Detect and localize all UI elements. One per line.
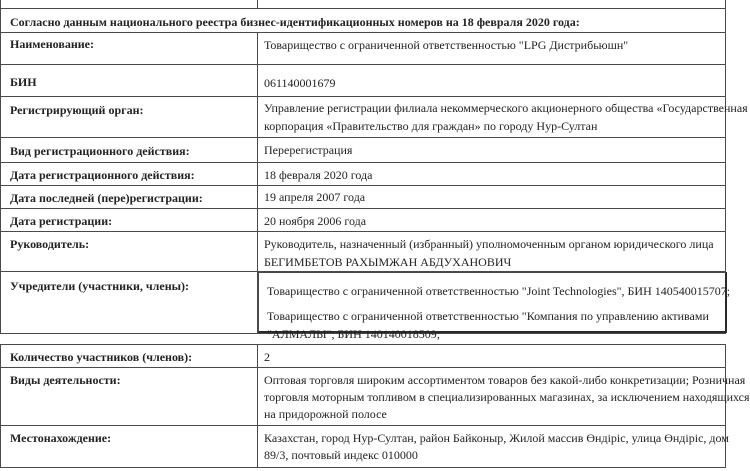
location-label: Местонахождение: (1, 426, 258, 467)
head-value: Руководитель, назначенный (избранный) уполномоченным органом юридического лица БЕГИМБЕТОВ РАХЫМЖАН АБДУХАНОВИЧ (264, 237, 714, 269)
table-row (0, 368, 750, 426)
name-label: Наименование: (1, 33, 258, 64)
registry-header: Согласно данным национального реестра бизнес-идентификационных номеров на 18 февраля 2020 года: (10, 15, 580, 29)
table-row (0, 65, 726, 97)
reg-date-value: 20 ноября 2006 года (264, 214, 367, 228)
table-row (0, 209, 726, 232)
reg-authority-label: Регистрирующий орган: (1, 97, 258, 137)
founder-item: Товарищество с ограниченной ответственностью "Компания по управлению активами (267, 309, 709, 323)
members-count-value: 2 (264, 350, 270, 364)
table-header-row (0, 8, 726, 33)
last-rereg-label: Дата последней (пере)регистрации: (1, 186, 258, 208)
head-label: Руководитель: (1, 232, 258, 271)
reg-date-label: Дата регистрации: (1, 209, 258, 231)
table-row (0, 272, 731, 341)
founders-label: Учредители (участники, члены): (1, 272, 258, 333)
table-row (0, 163, 726, 186)
table-row (0, 232, 726, 272)
founder-item: Товарищество с ограниченной ответственностью "Joint Technologies", БИН 140540015707; (267, 284, 731, 298)
reg-action-value: Перерегистрация (264, 143, 353, 157)
activities-label: Виды деятельности: (1, 368, 258, 425)
bin-value: 061140001679 (264, 76, 336, 90)
reg-authority-value: Управление регистрации филиала некоммерческого акционерного общества «Государственная корпорация «Правительство для граждан» по городу Нур-Султан (264, 101, 748, 133)
table-row (0, 186, 726, 209)
table-top-continuation (0, 0, 726, 8)
activities-value: Оптовая торговля широким ассортиментом товаров без какой-либо конкретизации; Розничная торговля моторным топливом в специализированных магазинах, за исключением находящихся на придорожной полосе (264, 373, 750, 421)
table-row (0, 344, 726, 368)
reg-action-date-value: 18 февраля 2020 года (264, 168, 373, 182)
head-fullname: БЕГИМБЕТОВ РАХЫМЖАН АБДУХАНОВИЧ (264, 255, 512, 269)
name-value: Товарищество с ограниченной ответственностью "LPG Дистрибьюшн" (264, 38, 629, 52)
table-row (0, 97, 748, 138)
reg-action-label: Вид регистрационного действия: (1, 138, 258, 162)
last-rereg-value: 19 апреля 2007 года (264, 190, 366, 204)
table-row (0, 33, 726, 65)
location-value: Казахстан, город Нур-Султан, район Байконыр, Жилой массив Өндіріс, улица Өндіріс, дом 89/3, почтовый индекс 010000 (264, 431, 729, 462)
members-count-label: Количество участников (членов): (1, 345, 258, 367)
table-row (0, 426, 729, 468)
bin-label: БИН (1, 65, 258, 96)
founder-item-continued: "АЛМАЛЫ", БИН 140140018509; (267, 327, 441, 341)
founders-scroll-box[interactable] (258, 272, 731, 341)
reg-action-date-label: Дата регистрационного действия: (1, 163, 258, 185)
table-row (0, 138, 726, 163)
